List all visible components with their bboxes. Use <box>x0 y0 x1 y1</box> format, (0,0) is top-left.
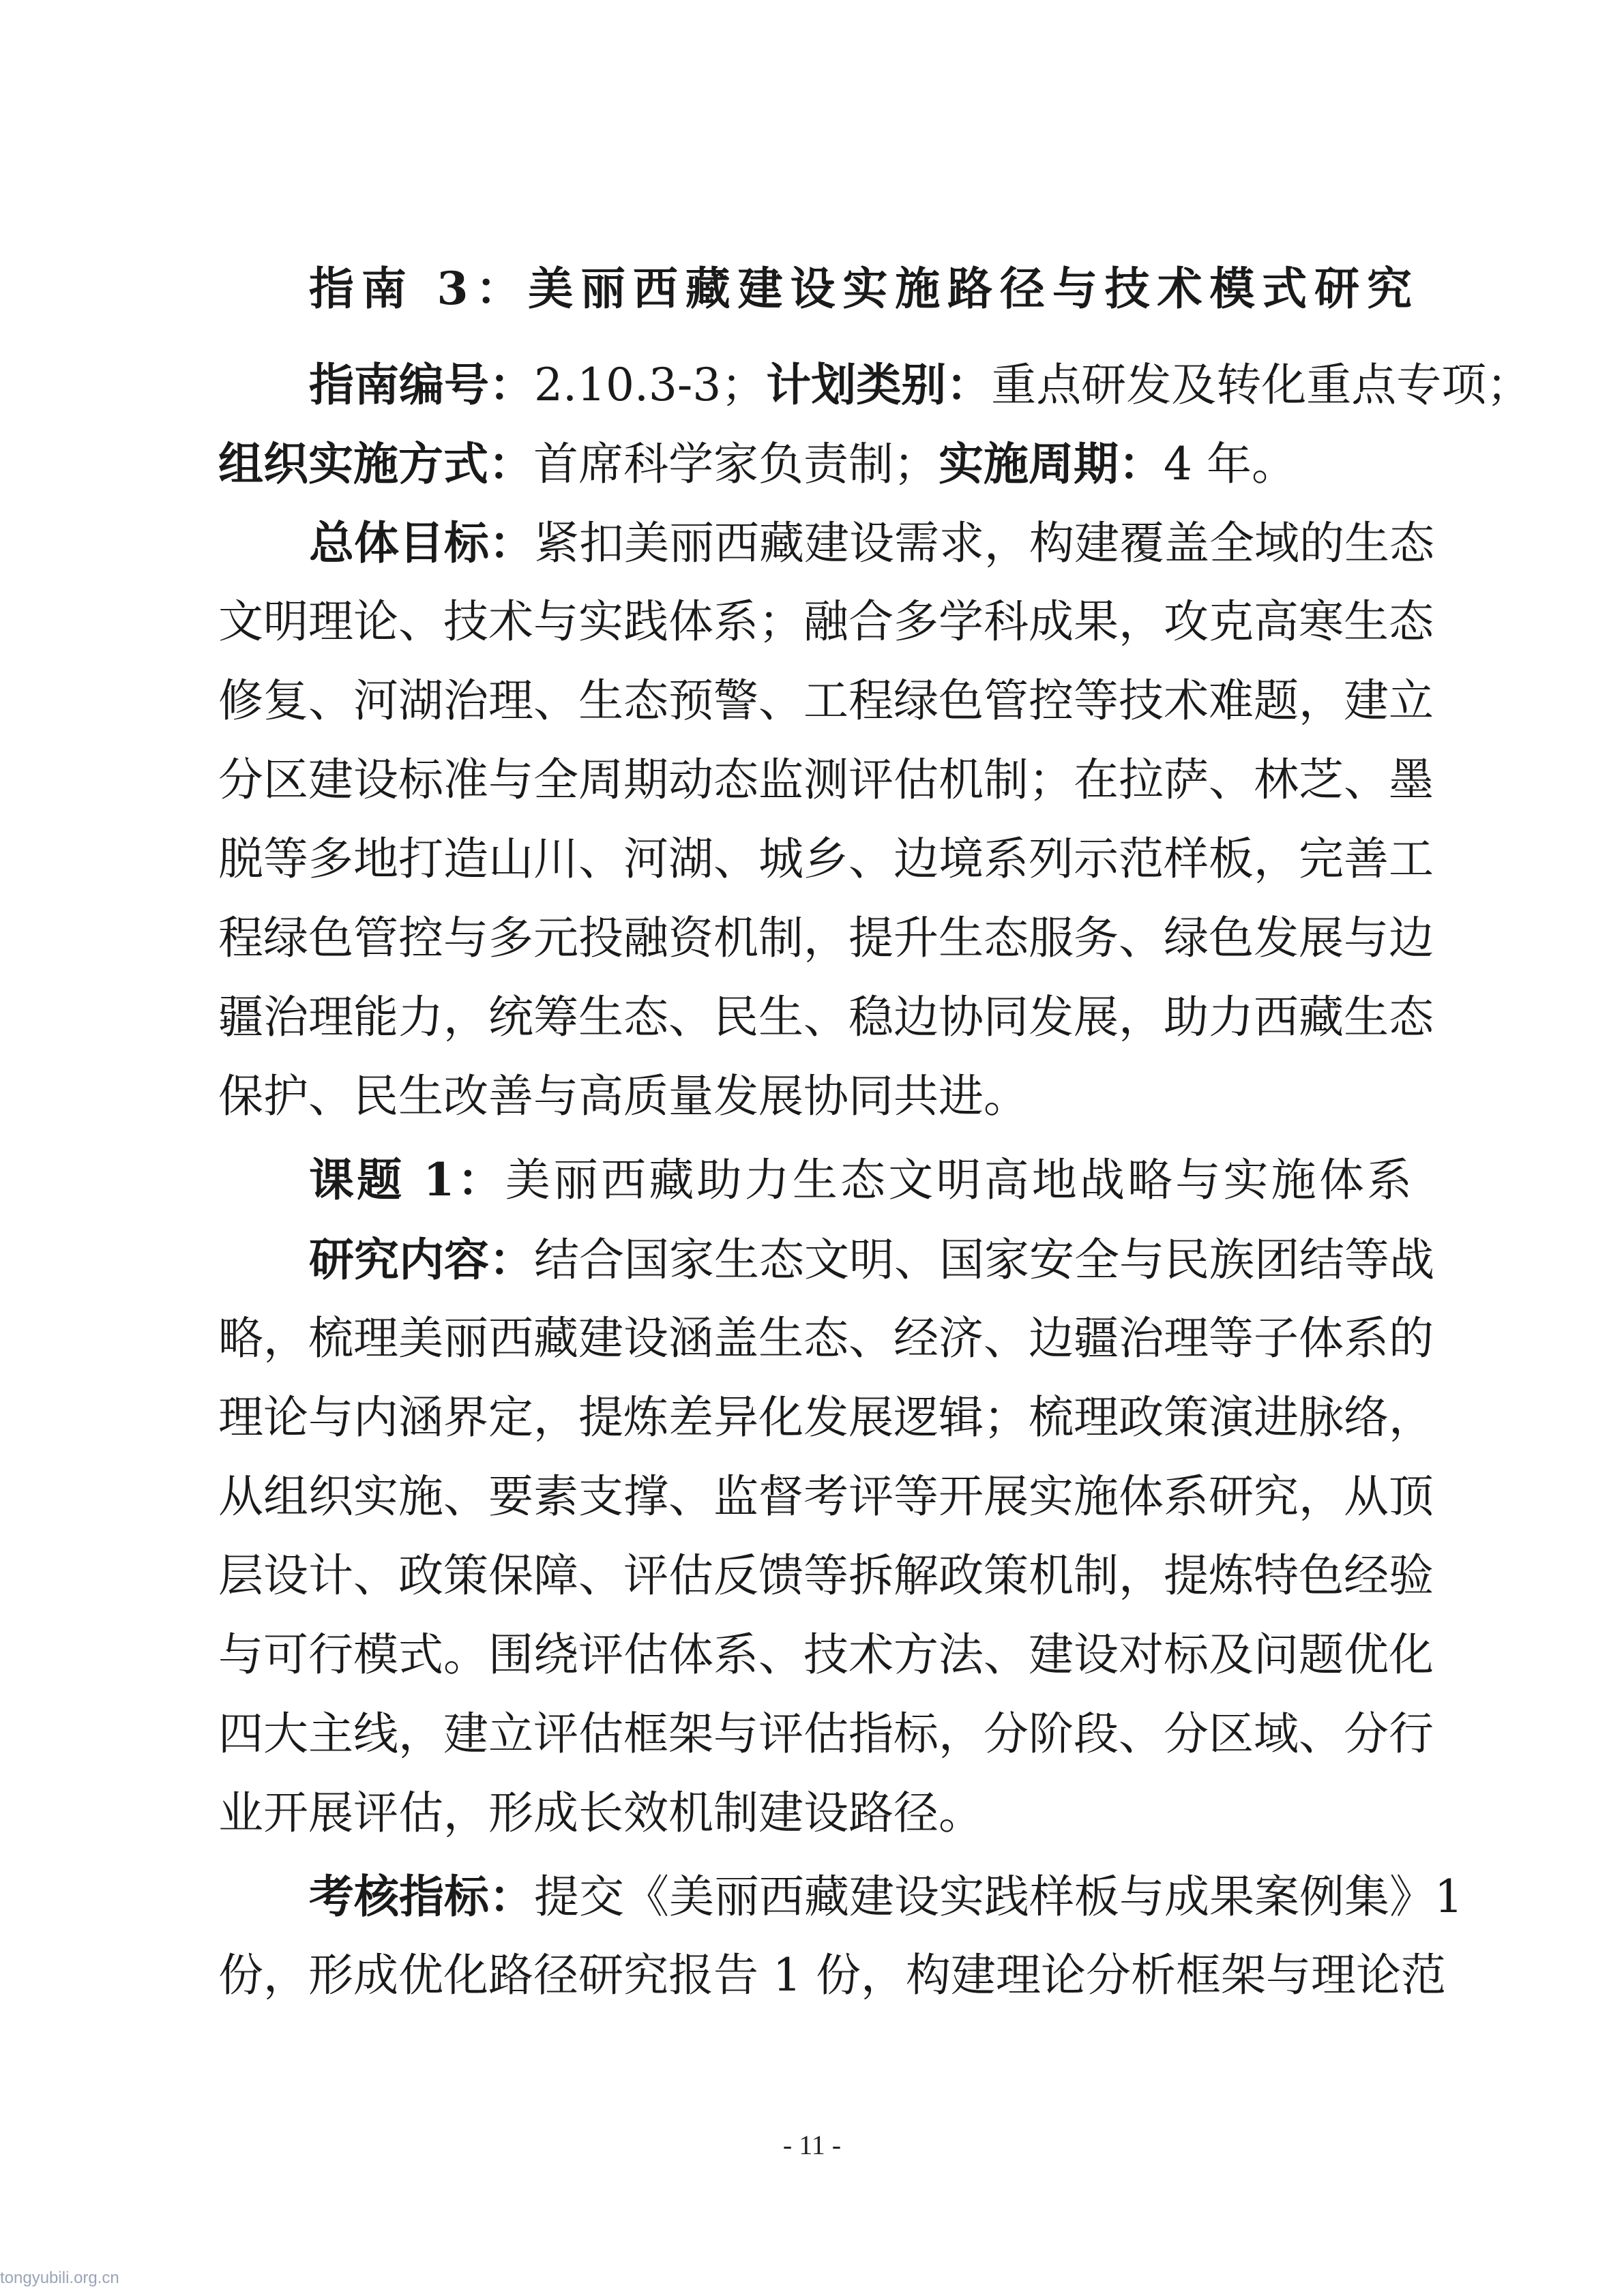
research-content-line-8: 业开展评估，形成长效机制建设路径。 <box>218 1787 984 1839</box>
overall-goal-line-3: 修复、河湖治理、生态预警、工程绿色管控等技术难题，建立 <box>218 674 1434 727</box>
research-content-label: 研究内容： <box>309 1233 534 1286</box>
overall-goal-line-8: 保护、民生改善与高质量发展协同共进。 <box>218 1070 1029 1122</box>
overall-goal-label: 总体目标： <box>309 516 534 569</box>
assessment-text: 提交《美丽西藏建设实践样板与成果案例集》1 <box>534 1870 1463 1923</box>
implementation-mode-value: 首席科学家负责制； <box>533 438 939 490</box>
research-content-line-4: 从组织实施、要素支撑、监督考评等开展实施体系研究，从顶 <box>218 1470 1434 1523</box>
topic-1-name: 美丽西藏助力生态文明高地战略与实施体系 <box>505 1154 1413 1206</box>
research-content-line-3: 理论与内涵界定，提炼差异化发展逻辑；梳理政策演进脉络， <box>218 1391 1434 1444</box>
overall-goal-line-4: 分区建设标准与全周期动态监测评估机制；在拉萨、林芝、墨 <box>218 754 1434 806</box>
implementation-line <box>218 436 1412 491</box>
overall-goal-line-7: 疆治理能力，统筹生态、民生、稳边协同发展，助力西藏生态 <box>218 991 1434 1043</box>
overall-goal-line-5: 脱等多地打造山川、河湖、城乡、边境系列示范样板，完善工 <box>218 833 1434 885</box>
research-content-line-5: 层设计、政策保障、评估反馈等拆解政策机制，提炼特色经验 <box>218 1549 1434 1602</box>
plan-category-value: 重点研发及转化重点专项； <box>991 359 1532 411</box>
assessment-label: 考核指标： <box>309 1870 534 1923</box>
overall-goal-text: 紧扣美丽西藏建设需求，构建覆盖全域的生态 <box>534 517 1434 569</box>
guide-title-text: 指南 3：美丽西藏建设实施路径与技术模式研究 <box>309 262 1412 315</box>
watermark: tongyubili.org.cn <box>0 2269 119 2287</box>
overall-goal-line-2: 文明理论、技术与实践体系；融合多学科成果，攻克高寒生态 <box>218 595 1434 648</box>
guide-title <box>309 261 1412 316</box>
assessment-line-2: 份，形成优化路径研究报告 1 份，构建理论分析框架与理论范 <box>218 1949 1446 2001</box>
assessment-line <box>309 1869 1463 1924</box>
overall-goal-line <box>309 516 1434 570</box>
implementation-period-value: 4 年。 <box>1164 438 1297 490</box>
research-content-line <box>309 1232 1434 1287</box>
guide-number-value: 2.10.3-3； <box>534 359 767 411</box>
plan-category-label: 计划类别： <box>766 358 992 411</box>
guide-number-label: 指南编号： <box>309 358 534 411</box>
topic-1-title <box>309 1152 1412 1207</box>
research-content-line-2: 略，梳理美丽西藏建设涵盖生态、经济、边疆治理等子体系的 <box>218 1312 1434 1365</box>
research-content-line-6: 与可行模式。围绕评估体系、技术方法、建设对标及问题优化 <box>218 1628 1434 1681</box>
research-content-line-7: 四大主线，建立评估框架与评估指标，分阶段、分区域、分行 <box>218 1708 1434 1760</box>
guide-number-line <box>309 357 1532 412</box>
research-content-text: 结合国家生态文明、国家安全与民族团结等战 <box>534 1234 1434 1286</box>
implementation-mode-label: 组织实施方式： <box>218 437 533 490</box>
implementation-period-label: 实施周期： <box>939 437 1164 490</box>
page-number: - 11 - <box>782 2130 842 2160</box>
overall-goal-line-6: 程绿色管控与多元投融资机制，提升生态服务、绿色发展与边 <box>218 912 1434 964</box>
topic-1-label: 课题 1： <box>309 1153 505 1206</box>
